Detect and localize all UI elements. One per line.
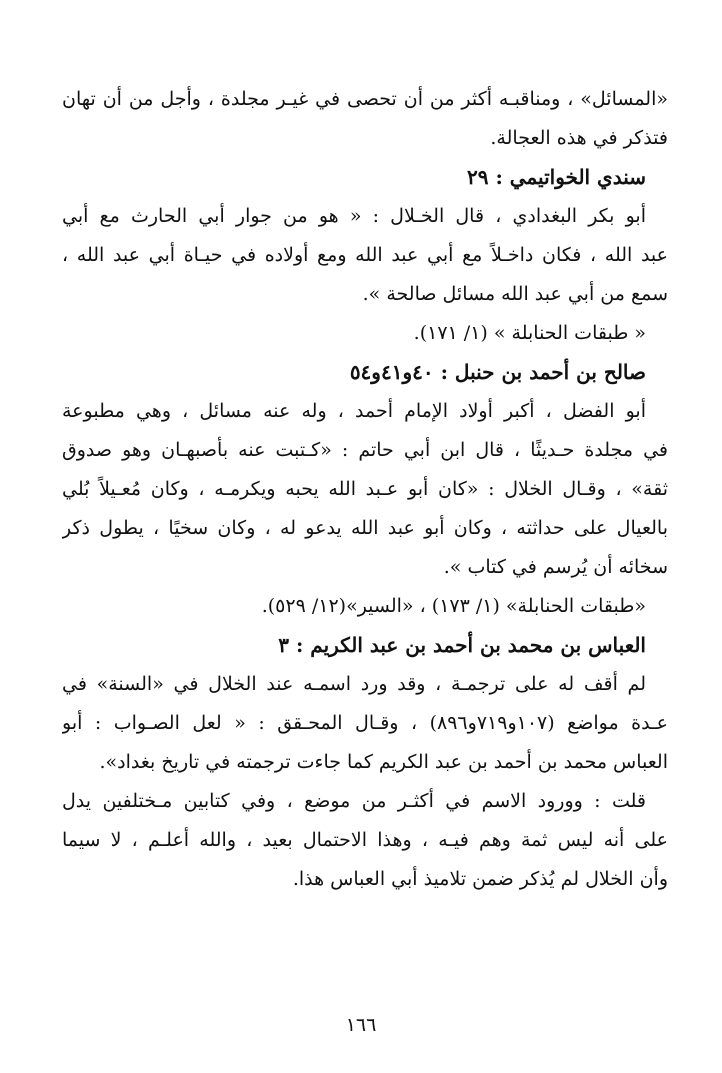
body-line: عـدة مواضع (١٠٧و٧١٩و٨٩٦) ، وقـال المحـقق : « لعل الصـواب : أبو <box>62 712 668 734</box>
body-line: «المسائل» ، ومناقبـه أكثر من أن تحصى في غيـر مجلدة ، وأجل من أن تهان <box>62 88 668 110</box>
body-line: بالعيال على حداثته ، وكان أبو عبد الله يدعو له ، وكان سخيًا ، يطول ذكر <box>62 517 668 539</box>
entry-heading-sindi: سندي الخواتيمي : ٢٩ <box>467 165 646 189</box>
body-line: قلت : وورود الاسم في أكثـر من موضع ، وفي كتابين مـختلفين يدل <box>62 790 646 812</box>
page-body <box>62 80 668 899</box>
source-citation: «طبقات الحنابلة» (١/ ١٧٣) ، «السير»(١٢/ ٥٢٩). <box>261 595 646 617</box>
entry-heading-salih: صالح بن أحمد بن حنبل : ٤٠و٤١و٥٤ <box>349 360 646 384</box>
body-line: ثقة» ، وقـال الخلال : «كان أبو عـبد الله يحبه ويكرمـه ، وكان مُعـيلاً بُلي <box>62 478 668 500</box>
body-line: في مجلدة حـديثًا ، قال ابن أبي حاتم : «كـتبت عنه بأصبهـان وهو صدوق <box>62 439 668 461</box>
body-line: أبو الفضل ، أكبر أولاد الإمام أحمد ، وله عنه مسائل ، وهي مطبوعة <box>62 400 646 422</box>
page-number: ١٦٦ <box>345 1014 377 1036</box>
body-line: العباس محمد بن أحمد بن عبد الكريم كما جاءت ترجمته في تاريخ بغداد». <box>99 751 668 773</box>
body-line: سخائه أن يُرسم في كتاب ». <box>443 556 668 578</box>
body-line: أبو بكر البغدادي ، قال الخـلال : « هو من جوار أبي الحارث مع أبي <box>62 205 646 227</box>
body-line: فتذكر في هذه العجالة. <box>490 127 668 149</box>
body-line: سمع من أبي عبد الله مسائل صالحة ». <box>362 283 668 305</box>
source-citation: « طبقات الحنابلة » (١/ ١٧١). <box>413 322 646 344</box>
entry-heading-abbas: العباس بن محمد بن أحمد بن عبد الكريم : ٣ <box>278 633 646 657</box>
body-line: لم أقف له على ترجمـة ، وقد ورد اسمـه عند الخلال في «السنة» في <box>62 673 646 695</box>
body-line: وأن الخلال لم يُذكر ضمن تلاميذ أبي العباس هذا. <box>292 868 668 890</box>
body-line: عبد الله ، فكان داخـلاً مع أبي عبد الله ومع أولاده في حيـاة أبي عبد الله ، <box>62 244 668 266</box>
body-line: على أنه ليس ثمة وهم فيـه ، وهذا الاحتمال بعيد ، والله أعلـم ، لا سيما <box>62 829 668 851</box>
